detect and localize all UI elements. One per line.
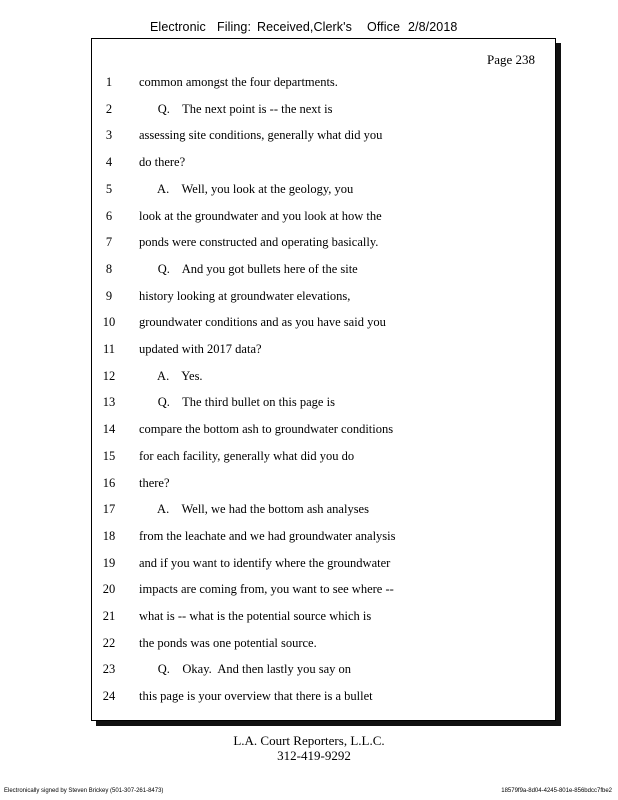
transcript-line (92, 422, 555, 442)
transcript-line (92, 556, 555, 576)
transcript-line (92, 342, 555, 362)
line-number: 14 (102, 422, 116, 437)
line-number: 22 (102, 635, 116, 650)
transcript-page (91, 38, 556, 721)
line-text: do there? (139, 155, 186, 170)
line-number: 17 (102, 502, 116, 517)
line-text: Q. The third bullet on this page is (139, 395, 335, 410)
line-number: 13 (102, 395, 116, 410)
line-number: 4 (105, 155, 113, 170)
line-text: and if you want to identify where the groundwater (139, 555, 391, 570)
transcript-line (92, 582, 555, 602)
filing-stamp-word: Received,Clerk's (257, 20, 352, 34)
line-number: 23 (102, 662, 116, 677)
e-signature-note: Electronically signed by Steven Brickey (501-307-261-8473) (4, 788, 164, 794)
line-text: there? (139, 475, 170, 490)
transcript-line (92, 529, 555, 549)
line-text: common amongst the four departments. (139, 75, 338, 89)
transcript-line (92, 369, 555, 389)
transcript-line (92, 636, 555, 656)
line-number: 21 (102, 609, 116, 623)
line-text: A. Yes. (139, 368, 203, 383)
line-text: Q. The next point is -- the next is (139, 101, 333, 116)
page-number: Page 238 (486, 52, 535, 67)
transcript-line (92, 289, 555, 309)
transcript-line (92, 75, 555, 95)
line-number: 9 (105, 288, 113, 303)
line-number: 15 (102, 448, 116, 463)
transcript-line (92, 662, 555, 682)
filing-stamp-word: 2/8/2018 (408, 20, 458, 34)
line-number: 18 (102, 528, 116, 543)
line-text: assessing site conditions, generally what did you (139, 128, 383, 143)
line-number: 24 (102, 689, 116, 704)
transcript-line (92, 209, 555, 229)
transcript-line (92, 502, 555, 522)
line-number: 10 (102, 315, 116, 330)
line-text: for each facility, generally what did you do (139, 448, 355, 463)
line-number: 8 (105, 261, 113, 276)
line-number: 7 (105, 235, 113, 250)
line-text: compare the bottom ash to groundwater conditions (139, 422, 394, 437)
transcript-line (92, 609, 555, 629)
line-number: 20 (102, 582, 116, 597)
line-number: 2 (105, 101, 113, 116)
line-number: 11 (102, 342, 116, 356)
reporter-name: L.A. Court Reporters, L.L.C. (233, 733, 385, 748)
line-text: ponds were constructed and operating basically. (139, 235, 379, 250)
transcript-line (92, 476, 555, 496)
line-text: groundwater conditions and as you have said you (139, 315, 386, 330)
transcript-line (92, 449, 555, 469)
line-number: 12 (102, 368, 116, 383)
line-number: 5 (105, 181, 113, 196)
transcript-line (92, 395, 555, 415)
line-text: impacts are coming from, you want to see where -- (139, 582, 394, 597)
line-number: 6 (105, 208, 113, 223)
line-text: the ponds was one potential source. (139, 635, 317, 650)
document-hash: 18579f9a-8d04-4245-801e-856bdcc7fbe2 (501, 788, 612, 794)
transcript-line (92, 262, 555, 282)
reporter-phone: 312-419-9292 (277, 748, 351, 763)
line-text: A. Well, we had the bottom ash analyses (139, 502, 369, 517)
filing-stamp-word: Electronic (150, 20, 206, 34)
line-text: this page is your overview that there is a bullet (139, 689, 373, 704)
filing-stamp-word: Filing: (217, 20, 252, 34)
transcript-line (92, 155, 555, 175)
transcript-line (92, 128, 555, 148)
transcript-line (92, 315, 555, 335)
transcript-line (92, 182, 555, 202)
line-text: what is -- what is the potential source which is (139, 609, 372, 623)
line-number: 3 (105, 128, 113, 143)
line-number: 1 (105, 75, 113, 89)
transcript-line (92, 102, 555, 122)
line-text: look at the groundwater and you look at how the (139, 208, 382, 223)
line-text: from the leachate and we had groundwater analysis (139, 528, 396, 543)
transcript-line (92, 689, 555, 709)
line-text: Q. And you got bullets here of the site (139, 261, 358, 276)
line-number: 16 (102, 475, 116, 490)
line-text: Q. Okay. And then lastly you say on (139, 662, 352, 677)
line-number: 19 (102, 555, 116, 570)
line-text: A. Well, you look at the geology, you (139, 181, 354, 196)
transcript-line (92, 235, 555, 255)
line-text: updated with 2017 data? (139, 342, 262, 356)
filing-stamp-word: Office (367, 20, 401, 34)
line-text: history looking at groundwater elevations, (139, 288, 351, 303)
